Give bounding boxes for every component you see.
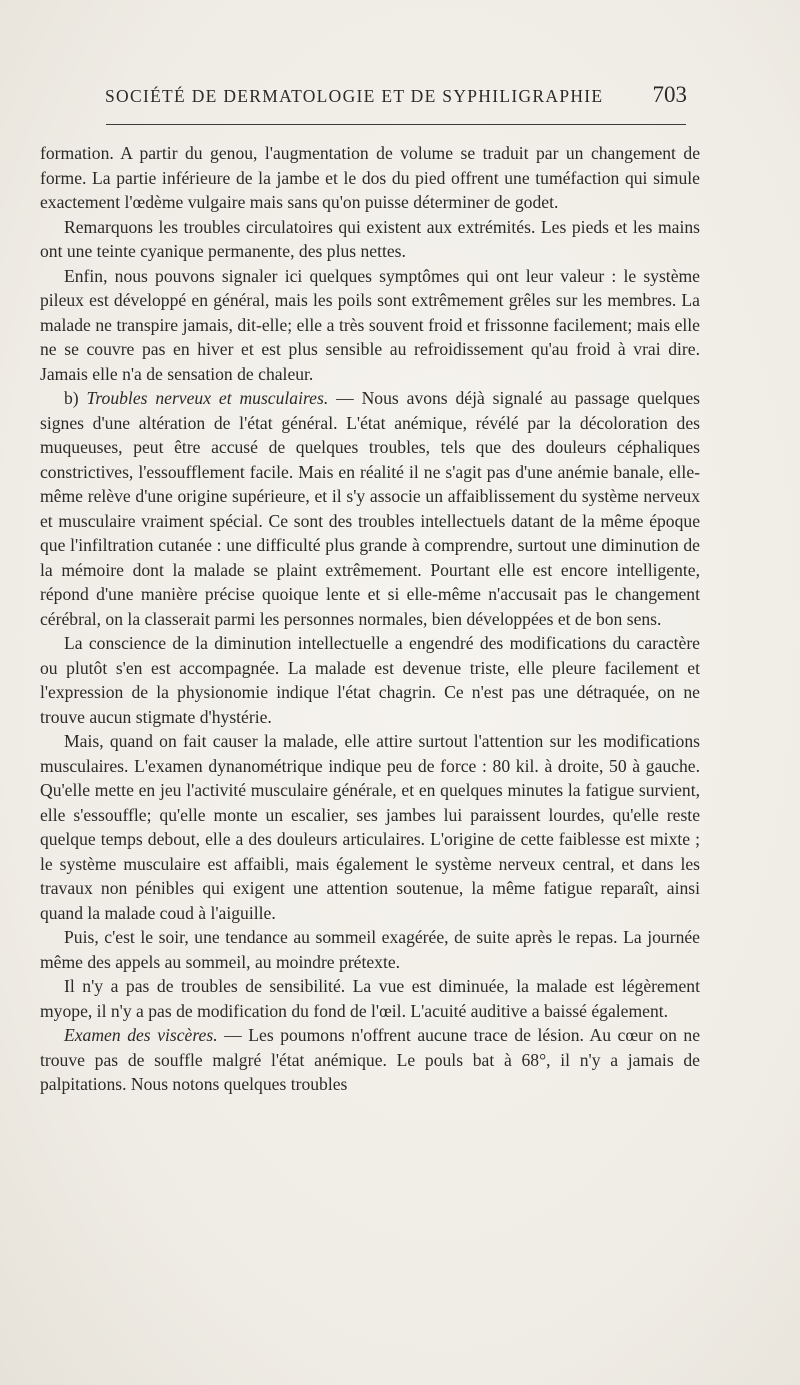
paragraph [40, 729, 700, 925]
text-run: Mais, quand on fait causer la malade, elle attire surtout l'attention sur les modifications musculaires. L'examen dynanométrique indique peu de force : 80 kil. à droite, 50 à gauche. Qu'elle mette en jeu l'activité musculaire générale, et en quelques minutes la fatigue survient, elle s'essouffle; qu'elle monte un escalier, ses jambes lui paraissent lourdes, qu'elle reste quelque temps debout, elle a des douleurs articulaires. L'origine de cette faiblesse est mixte ; le système musculaire est affaibli, mais également le système nerveux central, et dans les travaux non pénibles qui exigent une attention soutenue, la même fatigue reparaît, ainsi quand la malade coud à l'aiguille. [40, 731, 700, 923]
paragraph [40, 215, 700, 264]
text-run: Enfin, nous pouvons signaler ici quelques symptômes qui ont leur valeur : le système pileux est développé en général, mais les poils sont extrêmement grêles sur les membres. La malade ne transpire jamais, dit-elle; elle a très souvent froid et frissonne facilement; mais elle ne se couvre pas en hiver et est plus sensible au refroidissement qu'au froid à vrai dire. Jamais elle n'a de sensation de chaleur. [40, 265, 700, 384]
text-run: Puis, c'est le soir, une tendance au sommeil exagérée, de suite après le repas. La journée même des appels au sommeil, au moindre prétexte. [40, 927, 700, 972]
running-title: SOCIÉTÉ DE DERMATOLOGIE ET DE SYPHILIGRAPHIE [105, 86, 604, 106]
text-run: La conscience de la diminution intellectuelle a engendré des modifications du caractère ou plutôt s'en est accompagnée. La malade est devenue triste, elle pleure facilement et l'expression de la physionomie indique l'état chagrin. Ce n'est pas une détraquée, on ne trouve aucun stigmate d'hystérie. [40, 633, 700, 727]
paragraph [40, 141, 700, 215]
text-run: b) [64, 388, 87, 408]
paragraph [40, 631, 700, 729]
body-text [40, 141, 700, 1097]
paragraph [40, 264, 700, 387]
italic-heading: Troubles nerveux et musculaires. [86, 388, 329, 408]
page-number: 703 [652, 82, 687, 107]
paragraph [40, 925, 700, 974]
paragraph [40, 974, 700, 1023]
paragraph [40, 1023, 700, 1097]
text-run: — Les poumons n'offrent aucune trace de lésion. Au cœur on ne trouve pas de souffle malgré l'état anémique. Le pouls bat à 68°, il n'y a jamais de palpitations. Nous notons quelques troubles [40, 1025, 701, 1094]
text-run: — Nous avons déjà signalé au passage quelques signes d'une altération de l'état général. L'état anémique, révélé par la décoloration des muqueuses, peut être accusé de quelques troubles, tels que des douleurs céphaliques constrictives, l'essoufflement facile. Mais en réalité il ne s'agit pas d'une anémie banale, elle-même relève d'une origine supérieure, et il s'y associe un affaiblissement du système nerveux et musculaire vraiment spécial. Ce sont des troubles intellectuels datant de la même époque que l'infiltration cutanée : une difficulté plus grande à comprendre, surtout une diminution de la mémoire dont la malade se plaint extrêmement. Pourtant elle est encore intelligente, répond d'une manière précise quoique lente et si elle-même n'accusait pas le changement cérébral, on la classerait parmi les personnes normales, bien développées et de bon sens. [40, 388, 700, 629]
text-run: formation. A partir du genou, l'augmentation de volume se traduit par un changement de forme. La partie inférieure de la jambe et le dos du pied offrent une tuméfaction qui simule exactement l'œdème vulgaire mais sans qu'on puisse déterminer de godet. [40, 143, 700, 212]
text-run: Il n'y a pas de troubles de sensibilité. La vue est diminuée, la malade est légèrement myope, il n'y a pas de modification du fond de l'œil. L'acuité auditive a baissé également. [40, 976, 700, 1021]
running-header [105, 82, 687, 114]
header-rule [106, 124, 686, 125]
text-run: Remarquons les troubles circulatoires qui existent aux extrémités. Les pieds et les mains ont une teinte cyanique permanente, des plus nettes. [40, 216, 700, 261]
italic-heading: Examen des viscères. [64, 1025, 218, 1045]
paragraph [40, 386, 700, 631]
